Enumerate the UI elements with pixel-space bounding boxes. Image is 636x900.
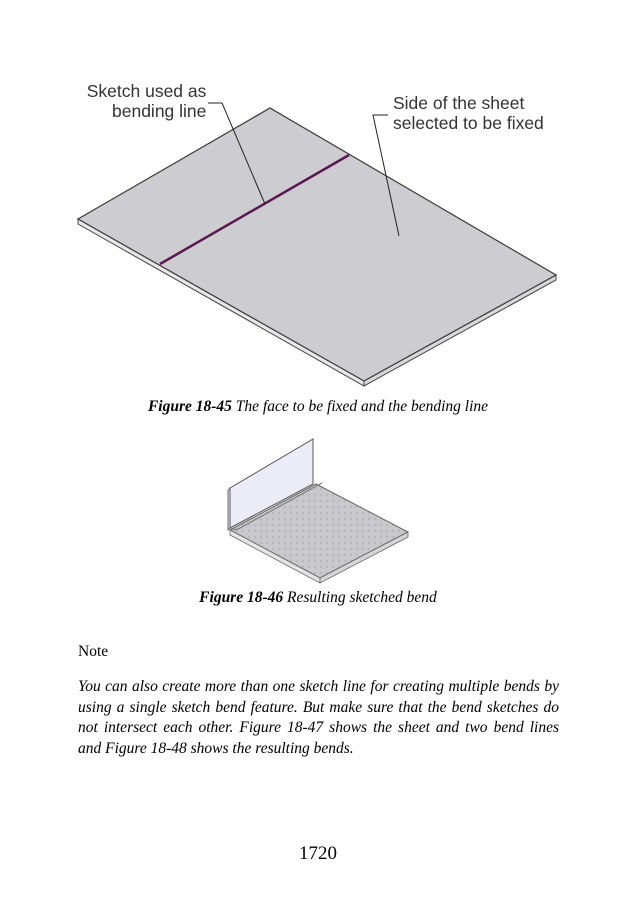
callout-bending-line-2: bending line [112,101,207,121]
callout-bending-line-1: Sketch used as [86,81,207,101]
caption-text-18-46: Resulting sketched bend [283,589,437,606]
note-heading: Note [78,643,109,660]
note-body: You can also create more than one sketch line for creating multiple bends by using a single sketch bend feature. But make sure that the bend sketches do not intersect each other. Figure 18-47 shows the sheet and two bend lines and Figure 18-48 shows the resulting bends. [78,678,559,757]
figure-18-46-caption [0,588,636,608]
caption-text-18-45: The face to be fixed and the bending line [231,398,489,415]
bend-flange-thickness [228,488,230,530]
caption-label-18-45: Figure 18-45 [147,398,232,415]
caption-label-18-46: Figure 18-46 [199,589,284,606]
callout-fixed-side-2: selected to be fixed [393,113,544,133]
callout-fixed-side-1: Side of the sheet [393,93,525,113]
page-number: 1720 [299,843,337,864]
